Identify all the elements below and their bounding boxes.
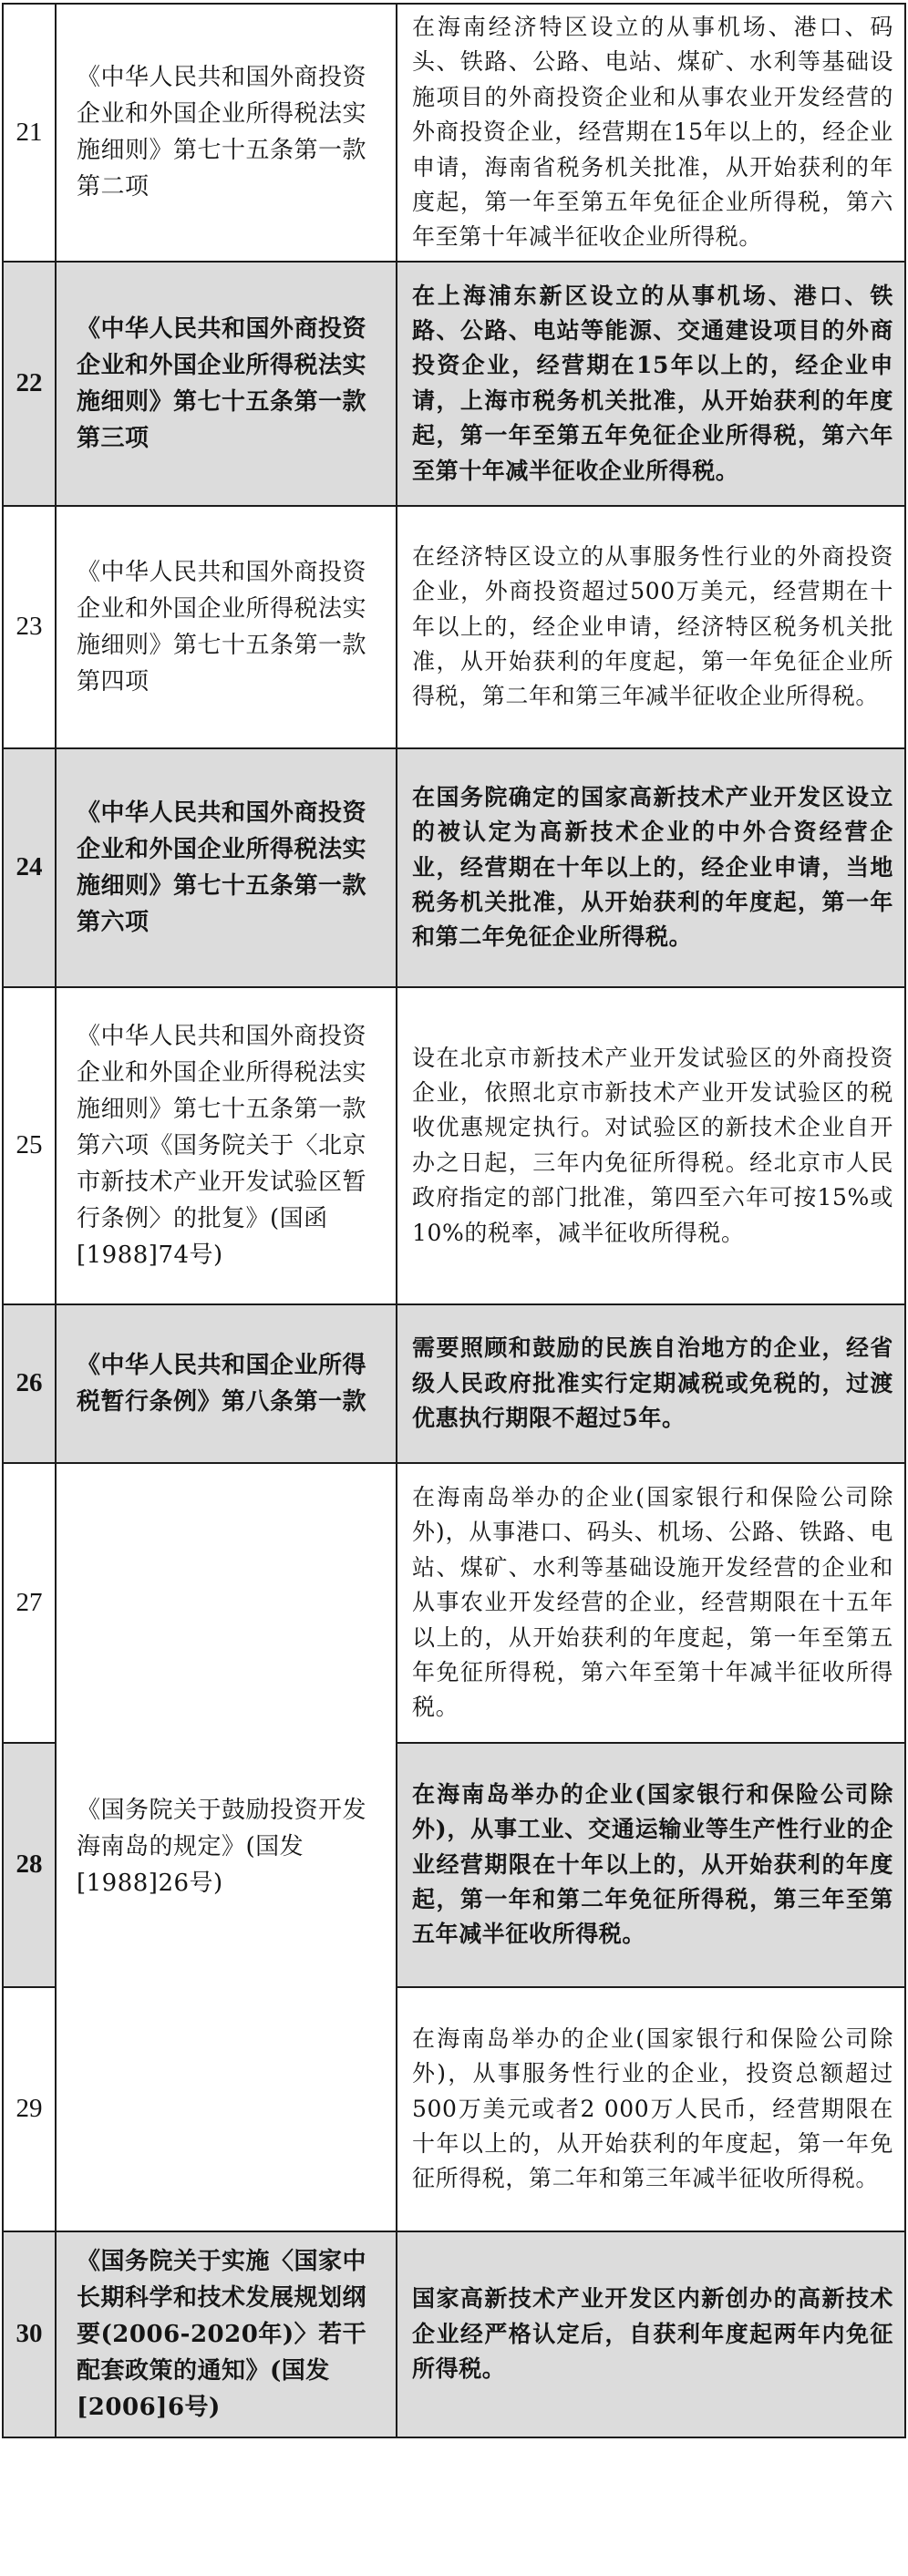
policy-description: 在上海浦东新区设立的从事机场、港口、铁路、公路、电站等能源、交通建设项目的外商投资企业，经营期在15年以上的，经企业申请，上海市税务机关批准，从开始获利的年度起，第一年至第五年免征企业所得税，第六年至第十年减半征收企业所得税。 — [397, 262, 905, 506]
table-row — [3, 4, 905, 262]
tax-policy-table — [2, 3, 906, 2438]
policy-source: 《中华人民共和国外商投资企业和外国企业所得税法实施细则》第七十五条第一款第四项 — [56, 506, 397, 748]
policy-source: 《中华人民共和国外商投资企业和外国企业所得税法实施细则》第七十五条第一款第六项 — [56, 748, 397, 987]
row-number: 22 — [3, 262, 56, 506]
row-number: 28 — [3, 1743, 56, 1987]
policy-description: 在海南经济特区设立的从事机场、港口、码头、铁路、公路、电站、煤矿、水利等基础设施项目的外商投资企业和从事农业开发经营的外商投资企业，经营期在15年以上的，经企业申请，海南省税务机关批准，从开始获利的年度起，第一年至第五年免征企业所得税，第六年至第十年减半征收企业所得税。 — [397, 4, 905, 262]
policy-description: 设在北京市新技术产业开发试验区的外商投资企业，依照北京市新技术产业开发试验区的税收优惠规定执行。对试验区的新技术企业自开办之日起，三年内免征所得税。经北京市人民政府指定的部门批准，第四至六年可按15%或10%的税率，减半征收所得税。 — [397, 987, 905, 1304]
row-number: 27 — [3, 1463, 56, 1743]
policy-description: 在海南岛举办的企业(国家银行和保险公司除外)，从事港口、码头、机场、公路、铁路、电站、煤矿、水利等基础设施开发经营的企业和从事农业开发经营的企业，经营期限在十五年以上的，从开始获利的年度起，第一年至第五年免征所得税，第六年至第十年减半征收所得税。 — [397, 1463, 905, 1743]
table-row — [3, 506, 905, 748]
row-number: 26 — [3, 1304, 56, 1463]
policy-source: 《中华人民共和国企业所得税暂行条例》第八条第一款 — [56, 1304, 397, 1463]
policy-source: 《国务院关于鼓励投资开发海南岛的规定》(国发[1988]26号) — [56, 1463, 397, 2231]
policy-source: 《国务院关于实施〈国家中长期科学和技术发展规划纲要(2006-2020年)〉若干配套政策的通知》(国发[2006]6号) — [56, 2231, 397, 2437]
policy-description: 在国务院确定的国家高新技术产业开发区设立的被认定为高新技术企业的中外合资经营企业，经营期在十年以上的，经企业申请，当地税务机关批准，从开始获利的年度起，第一年和第二年免征企业所得税。 — [397, 748, 905, 987]
row-number: 21 — [3, 4, 56, 262]
table-row — [3, 2231, 905, 2437]
table-row — [3, 987, 905, 1304]
policy-description: 需要照顾和鼓励的民族自治地方的企业，经省级人民政府批准实行定期减税或免税的，过渡优惠执行期限不超过5年。 — [397, 1304, 905, 1463]
row-number: 24 — [3, 748, 56, 987]
policy-source: 《中华人民共和国外商投资企业和外国企业所得税法实施细则》第七十五条第一款第二项 — [56, 4, 397, 262]
policy-description: 国家高新技术产业开发区内新创办的高新技术企业经严格认定后，自获利年度起两年内免征所得税。 — [397, 2231, 905, 2437]
policy-description: 在海南岛举办的企业(国家银行和保险公司除外)，从事服务性行业的企业，投资总额超过500万美元或者2 000万人民币，经营期限在十年以上的，从开始获利的年度起，第一年免征所得税，第二年和第三年减半征收所得税。 — [397, 1987, 905, 2231]
policy-source: 《中华人民共和国外商投资企业和外国企业所得税法实施细则》第七十五条第一款第六项《国务院关于〈北京市新技术产业开发试验区暂行条例〉的批复》(国函[1988]74号) — [56, 987, 397, 1304]
table-row — [3, 1304, 905, 1463]
row-number: 30 — [3, 2231, 56, 2437]
row-number: 25 — [3, 987, 56, 1304]
policy-description: 在经济特区设立的从事服务性行业的外商投资企业，外商投资超过500万美元，经营期在十年以上的，经企业申请，经济特区税务机关批准，从开始获利的年度起，第一年免征企业所得税，第二年和第三年减半征收企业所得税。 — [397, 506, 905, 748]
table-row — [3, 748, 905, 987]
policy-source: 《中华人民共和国外商投资企业和外国企业所得税法实施细则》第七十五条第一款第三项 — [56, 262, 397, 506]
table-row — [3, 262, 905, 506]
policy-description: 在海南岛举办的企业(国家银行和保险公司除外)，从事工业、交通运输业等生产性行业的企业经营期限在十年以上的，从开始获利的年度起，第一年和第二年免征所得税，第三年至第五年减半征收所得税。 — [397, 1743, 905, 1987]
row-number: 29 — [3, 1987, 56, 2231]
table-row — [3, 1463, 905, 1743]
row-number: 23 — [3, 506, 56, 748]
